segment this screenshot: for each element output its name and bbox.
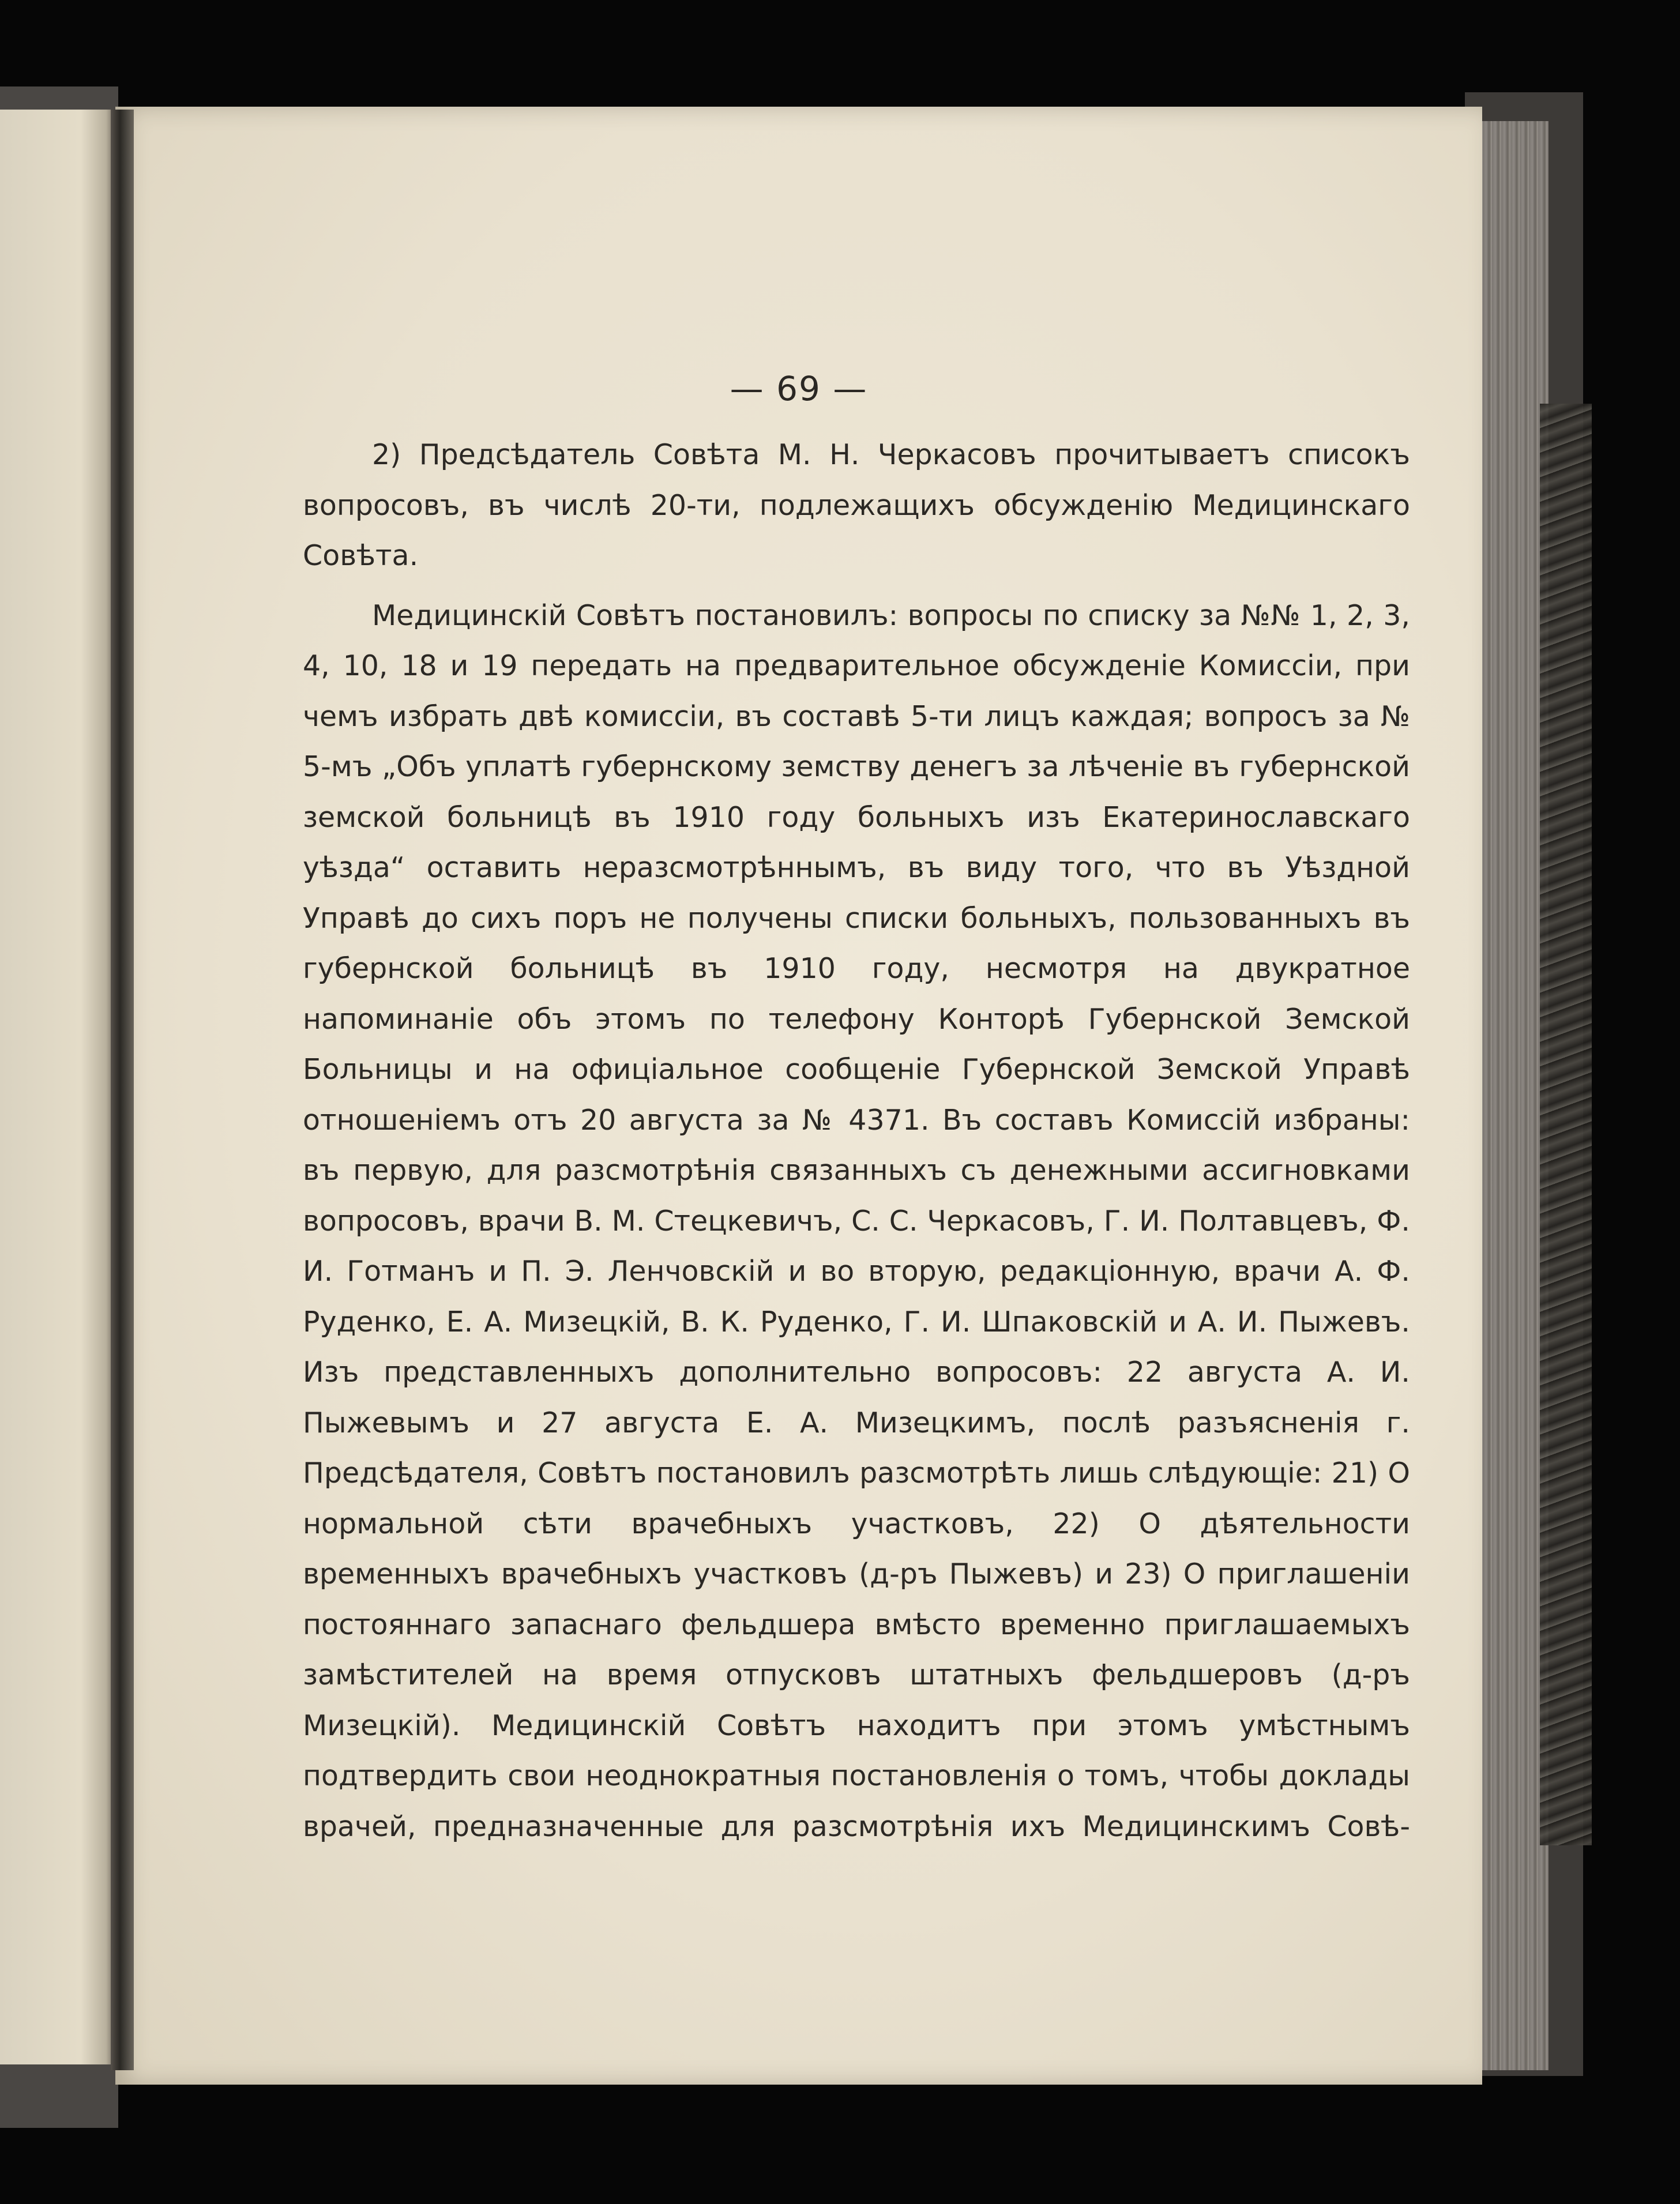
paragraph-1: 2) Предсѣдатель Совѣта М. Н. Черкасовъ прочитываетъ списокъ вопросовъ, въ числѣ 20-ти, подлежащихъ обсужденію Медицинскаго Совѣта. xyxy=(303,438,1410,572)
page-body xyxy=(303,430,1410,1852)
page-edges xyxy=(1474,121,1549,2070)
paragraph-2: Медицинскій Совѣтъ постановилъ: вопросы по списку за №№ 1, 2, 3, 4, 10, 18 и 19 передать на предварительное обсужденіе Комиссіи, при чемъ избрать двѣ комиссіи, въ составѣ 5-ти лицъ каждая; вопросъ за № 5-мъ „Объ уплатѣ губернскому земству денегъ за лѣченіе въ губернской земской больницѣ въ 1910 году больныхъ изъ Екатеринославскаго уѣзда“ оставить неразсмотрѣннымъ, въ виду того, что въ Уѣздной Управѣ до сихъ поръ не получены списки больныхъ, пользованныхъ въ губернской больницѣ въ 1910 году, несмотря на двукратное напоминаніе объ этомъ по телефону Конторѣ Губернской Земской Больницы и на офиціальное сообщеніе Губернской Земской Управѣ отношеніемъ отъ 20 августа за № 4371. Въ составъ Комиссій избраны: въ первую, для разсмотрѣнія связанныхъ съ денежными ассигновками вопросовъ, врачи В. М. Стецкевичъ, С. С. Черкасовъ, Г. И. Полтавцевъ, Ф. И. Готманъ и П. Э. Ленчовскій и во вторую, редакціонную, врачи А. Ф. Руденко, Е. А. Мизецкій, В. К. Руденко, Г. И. Шпаковскій и А. И. Пыжевъ. Изъ представленныхъ дополнительно вопросовъ: 22 августа А. И. Пыжевымъ и 27 августа Е. А. Мизецкимъ, послѣ разъясненія г. Предсѣдателя, Совѣтъ постановилъ разсмотрѣть лишь слѣдующіе: 21) О нормальной сѣти врачебныхъ участковъ, 22) О дѣятельности временныхъ врачебныхъ участковъ (д-ръ Пыжевъ) и 23) О приглашеніи постояннаго запаснаго фельдшера вмѣсто временно приглашаемыхъ замѣстителей на время отпусковъ штатныхъ фельдшеровъ (д-ръ Мизецкій). Медицинскій Совѣтъ находитъ при этомъ умѣстнымъ подтвердить свои неоднократныя постановленія о томъ, чтобы доклады врачей, предназначенные для разсмотрѣнія ихъ Медицинскимъ Совѣ- xyxy=(303,599,1410,1843)
book-gutter xyxy=(111,110,134,2070)
book-page xyxy=(115,107,1482,2085)
page-number: — 69 — xyxy=(730,369,868,408)
marbled-edge xyxy=(1540,404,1592,1845)
previous-page-edge xyxy=(0,110,115,2064)
